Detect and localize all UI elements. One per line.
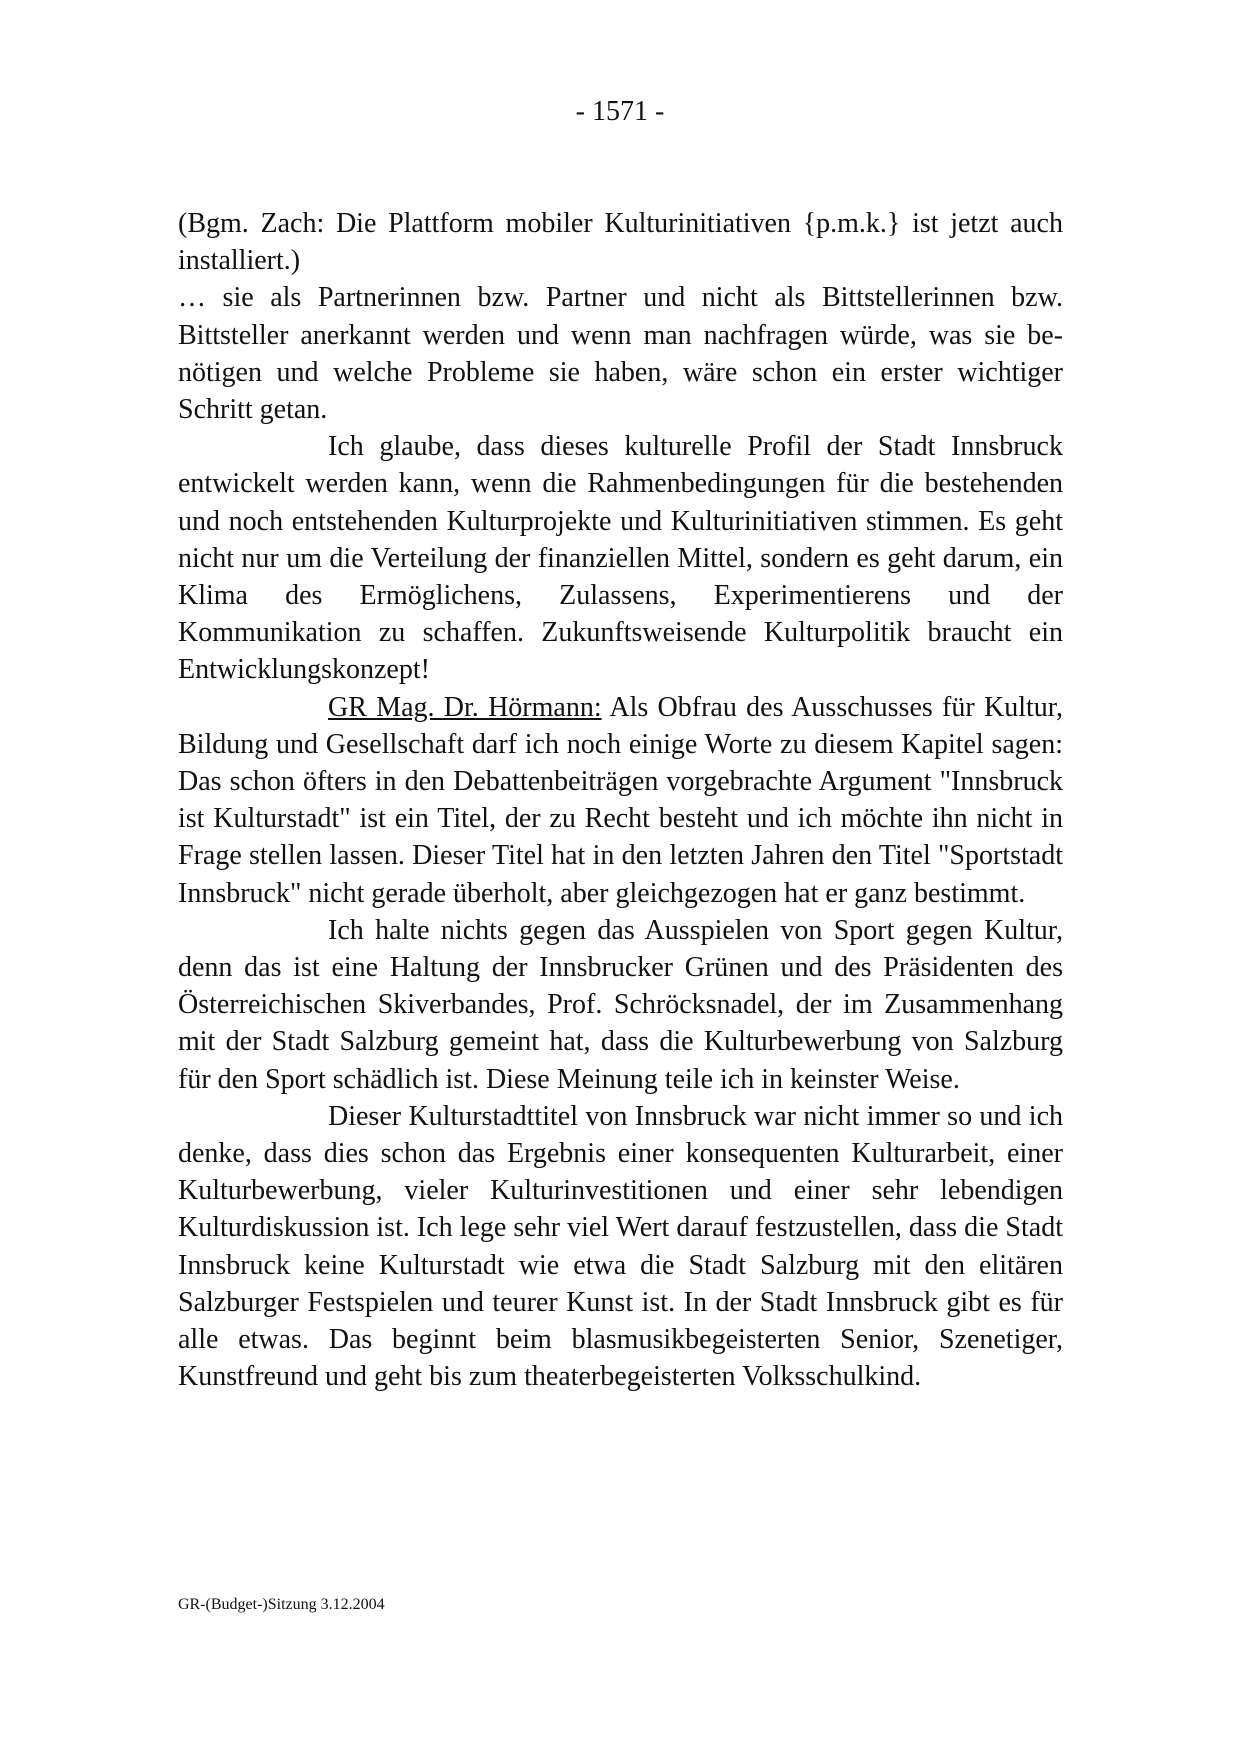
speech-text: Als Obfrau des Ausschusses für Kultur, Bildung und Gesellschaft darf ich noch einige Worte zu diesem Kapitel sagen: Das schon öfters in den Debattenbeiträgen vorgebrachte Argument "Innsbruck ist Kulturstadt" ist ein Titel, der zu Recht besteht und ich möchte ihn nicht in Frage stellen lassen. Dieser Titel hat in den letzten Jahren den Titel "Sportstadt Innsbruck" nicht gerade überholt, aber gleichgezogen hat er ganz bestimmt. <box>178 691 1063 909</box>
paragraph: Ich halte nichts gegen das Ausspielen von Sport gegen Kultur, denn das ist eine Haltung der Innsbrucker Grünen und des Präsidenten des Österreichischen Skiverbandes, Prof. Schröcksnadel, der im Zusammenhang mit der Stadt Salzburg gemeint hat, dass die Kulturbewerbung von Salzburg für den Sport schädlich ist. Diese Meinung teile ich in keinster Weise. <box>178 914 1063 1095</box>
paragraph-speech <box>178 689 1063 912</box>
paragraph-interjection: (Bgm. Zach: Die Plattform mobiler Kulturinitiativen {p.m.k.} ist jetzt auch installiert.) <box>178 208 1063 277</box>
paragraph: … sie als Partnerinnen bzw. Partner und nicht als Bittstellerinnen bzw. Bittsteller anerkannt werden und wenn man nachfragen würde, was sie benötigen und welche Probleme sie haben, wäre schon ein erster wichtiger Schritt getan. <box>178 282 1063 426</box>
footer: GR-(Budget-)Sitzung 3.12.2004 <box>178 1596 385 1613</box>
paragraph: Dieser Kulturstadttitel von Innsbruck war nicht immer so und ich denke, dass dies schon das Ergebnis einer konsequenten Kulturarbeit, einer Kulturbewerbung, vieler Kulturinvestitionen und einer sehr lebendigen Kulturdiskussion ist. Ich lege sehr viel Wert darauf festzustellen, dass die Stadt Innsbruck keine Kulturstadt wie etwa die Stadt Salzburg mit den elitären Salzburger Festspielen und teurer Kunst ist. In der Stadt Innsbruck gibt es für alle etwas. Das beginnt beim blasmusikbegeisterten Senior, Szenetiger, Kunstfreund und geht bis zum theaterbegeisterten Volksschulkind. <box>178 1100 1063 1393</box>
speaker-name: GR Mag. Dr. Hörmann: <box>328 691 602 723</box>
page-number: - 1571 - <box>575 96 665 127</box>
paragraph: Ich glaube, dass dieses kulturelle Profil der Stadt Innsbruck entwickelt werden kann, wenn die Rahmenbedingungen für die bestehenden und noch entstehenden Kulturprojekte und Kulturinitiativen stimmen. Es geht nicht nur um die Verteilung der finanziellen Mittel, sondern es geht darum, ein Klima des Ermöglichens, Zulassens, Experimentierens und der Kommunikation zu schaffen. Zukunftsweisende Kulturpolitik braucht ein Entwicklungskonzept! <box>178 431 1063 686</box>
document-body <box>178 205 1063 1396</box>
